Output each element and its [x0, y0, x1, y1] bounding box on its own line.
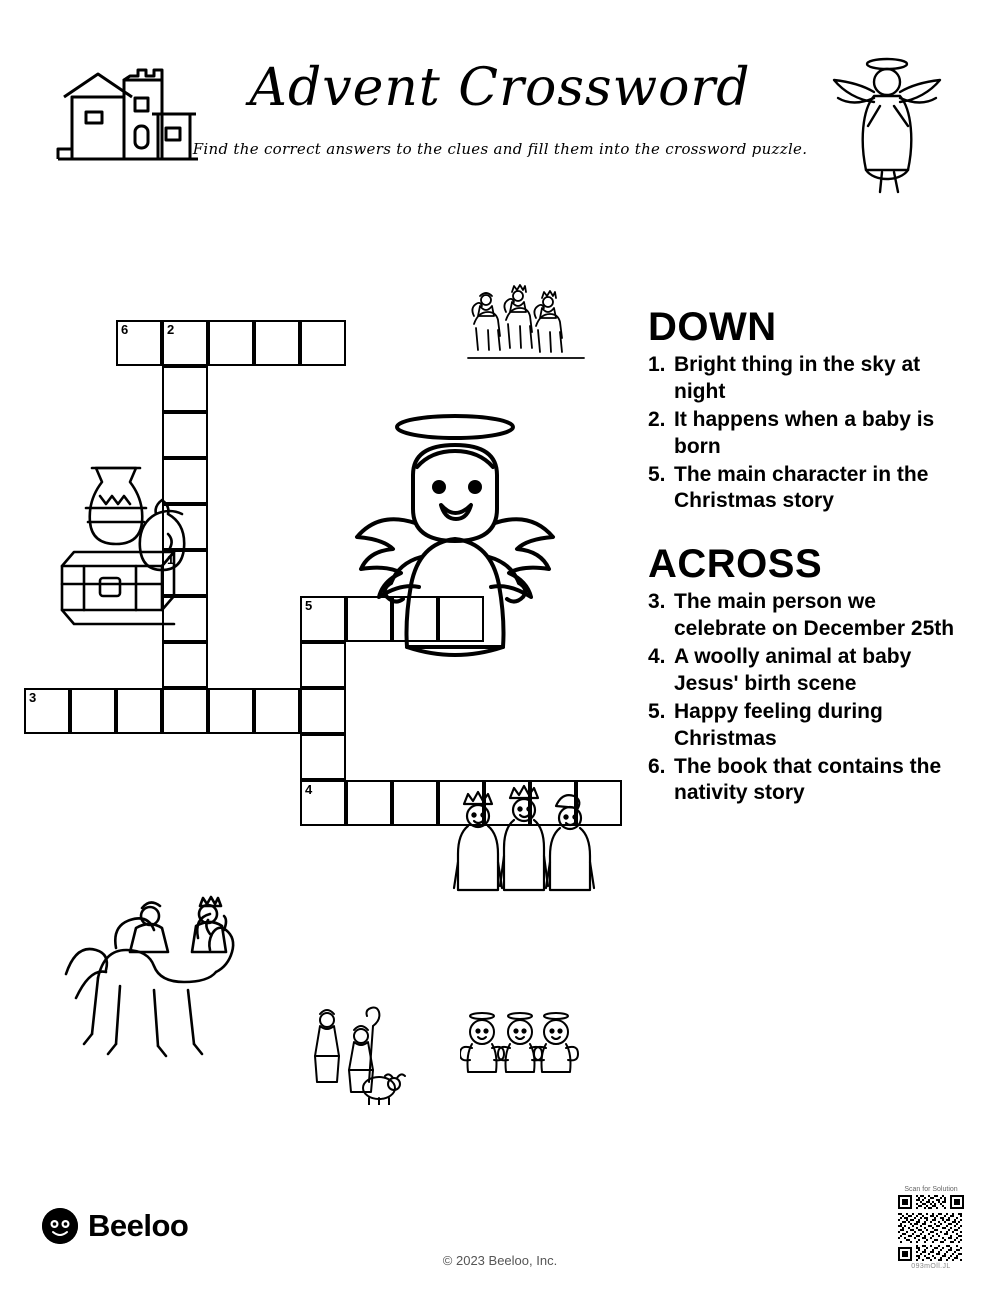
- gift-jars-and-chest-icon: [44, 450, 219, 630]
- three-small-angels-icon: [460, 1008, 580, 1093]
- shepherd-with-sheep-icon: [305, 1000, 410, 1105]
- down-clue-1: [648, 352, 968, 406]
- across-clue-1: [648, 589, 968, 643]
- brand-logo: [42, 1208, 188, 1244]
- clue-number: 6.: [648, 754, 666, 778]
- cell-number: 6: [121, 322, 129, 337]
- crossword-cell[interactable]: [300, 688, 346, 734]
- clue-number: 5.: [648, 699, 666, 723]
- qr-section: [888, 1186, 974, 1270]
- camel-riders-icon: [58, 878, 273, 1093]
- clue-text: The main person we celebrate on December 25th: [674, 590, 955, 641]
- crossword-cell[interactable]: [300, 734, 346, 780]
- clue-text: Bright thing in the sky at night: [674, 353, 921, 403]
- flying-angel-icon: [822, 42, 952, 202]
- crossword-cell[interactable]: [254, 688, 300, 734]
- cell-number: 5: [305, 598, 313, 613]
- across-clue-3: [648, 699, 968, 753]
- crossword-cell[interactable]: [208, 320, 254, 366]
- clues-panel: [648, 306, 968, 808]
- down-clue-list: [648, 352, 968, 515]
- down-clue-2: [648, 407, 968, 461]
- qr-label: Scan for Solution: [904, 1186, 958, 1193]
- crossword-cell[interactable]: [70, 688, 116, 734]
- clue-text: The book that contains the nativity story: [674, 754, 942, 805]
- clue-number: 4.: [648, 645, 666, 668]
- cell-number: 1: [167, 552, 175, 567]
- crossword-cell[interactable]: [162, 688, 208, 734]
- clue-number: 5.: [648, 462, 666, 486]
- down-heading: DOWN: [648, 305, 777, 349]
- crossword-cell[interactable]: [300, 780, 346, 826]
- crossword-cell[interactable]: [162, 320, 208, 366]
- crossword-cell[interactable]: [300, 320, 346, 366]
- copyright-text: © 2023 Beeloo, Inc.: [442, 1253, 558, 1268]
- across-clue-4: [648, 754, 968, 808]
- page-header: [0, 0, 1000, 210]
- page-title: Advent Crossword: [249, 58, 751, 118]
- cell-number: 2: [167, 322, 175, 337]
- crossword-cell[interactable]: [162, 366, 208, 412]
- large-angel-icon: [335, 405, 575, 670]
- clue-text: A woolly animal at baby Jesus' birth scene: [674, 645, 912, 695]
- crossword-cell[interactable]: [116, 320, 162, 366]
- qr-code-icon[interactable]: [898, 1195, 964, 1261]
- crossword-cell[interactable]: [346, 780, 392, 826]
- crossword-cell[interactable]: [208, 688, 254, 734]
- crossword-cell[interactable]: [254, 320, 300, 366]
- across-heading: ACROSS: [648, 542, 823, 587]
- qr-id: 093mOll.JL: [911, 1263, 951, 1270]
- three-wise-men-icon: [450, 782, 618, 902]
- crossword-cell[interactable]: [24, 688, 70, 734]
- clue-text: The main character in the Christmas story: [674, 462, 929, 513]
- page-subtitle: Find the correct answers to the clues and fill them into the crossword puzzle.: [192, 140, 808, 158]
- across-clue-2: [648, 644, 968, 698]
- crossword-cell[interactable]: [392, 780, 438, 826]
- clue-number: 1.: [648, 353, 666, 376]
- clue-number: 3.: [648, 590, 666, 614]
- brand-name: Beeloo: [88, 1208, 189, 1243]
- clue-text: It happens when a baby is born: [674, 407, 935, 458]
- clue-number: 2.: [648, 407, 666, 431]
- across-clue-list: [648, 589, 968, 807]
- cell-number: 4: [305, 782, 313, 797]
- clue-text: Happy feeling during Christmas: [674, 699, 883, 750]
- bee-icon: [42, 1208, 78, 1244]
- crossword-cell[interactable]: [162, 642, 208, 688]
- wisemen-on-camels-icon: [466, 278, 586, 368]
- cell-number: 3: [29, 690, 37, 705]
- crossword-cell[interactable]: [116, 688, 162, 734]
- down-clue-3: [648, 462, 968, 516]
